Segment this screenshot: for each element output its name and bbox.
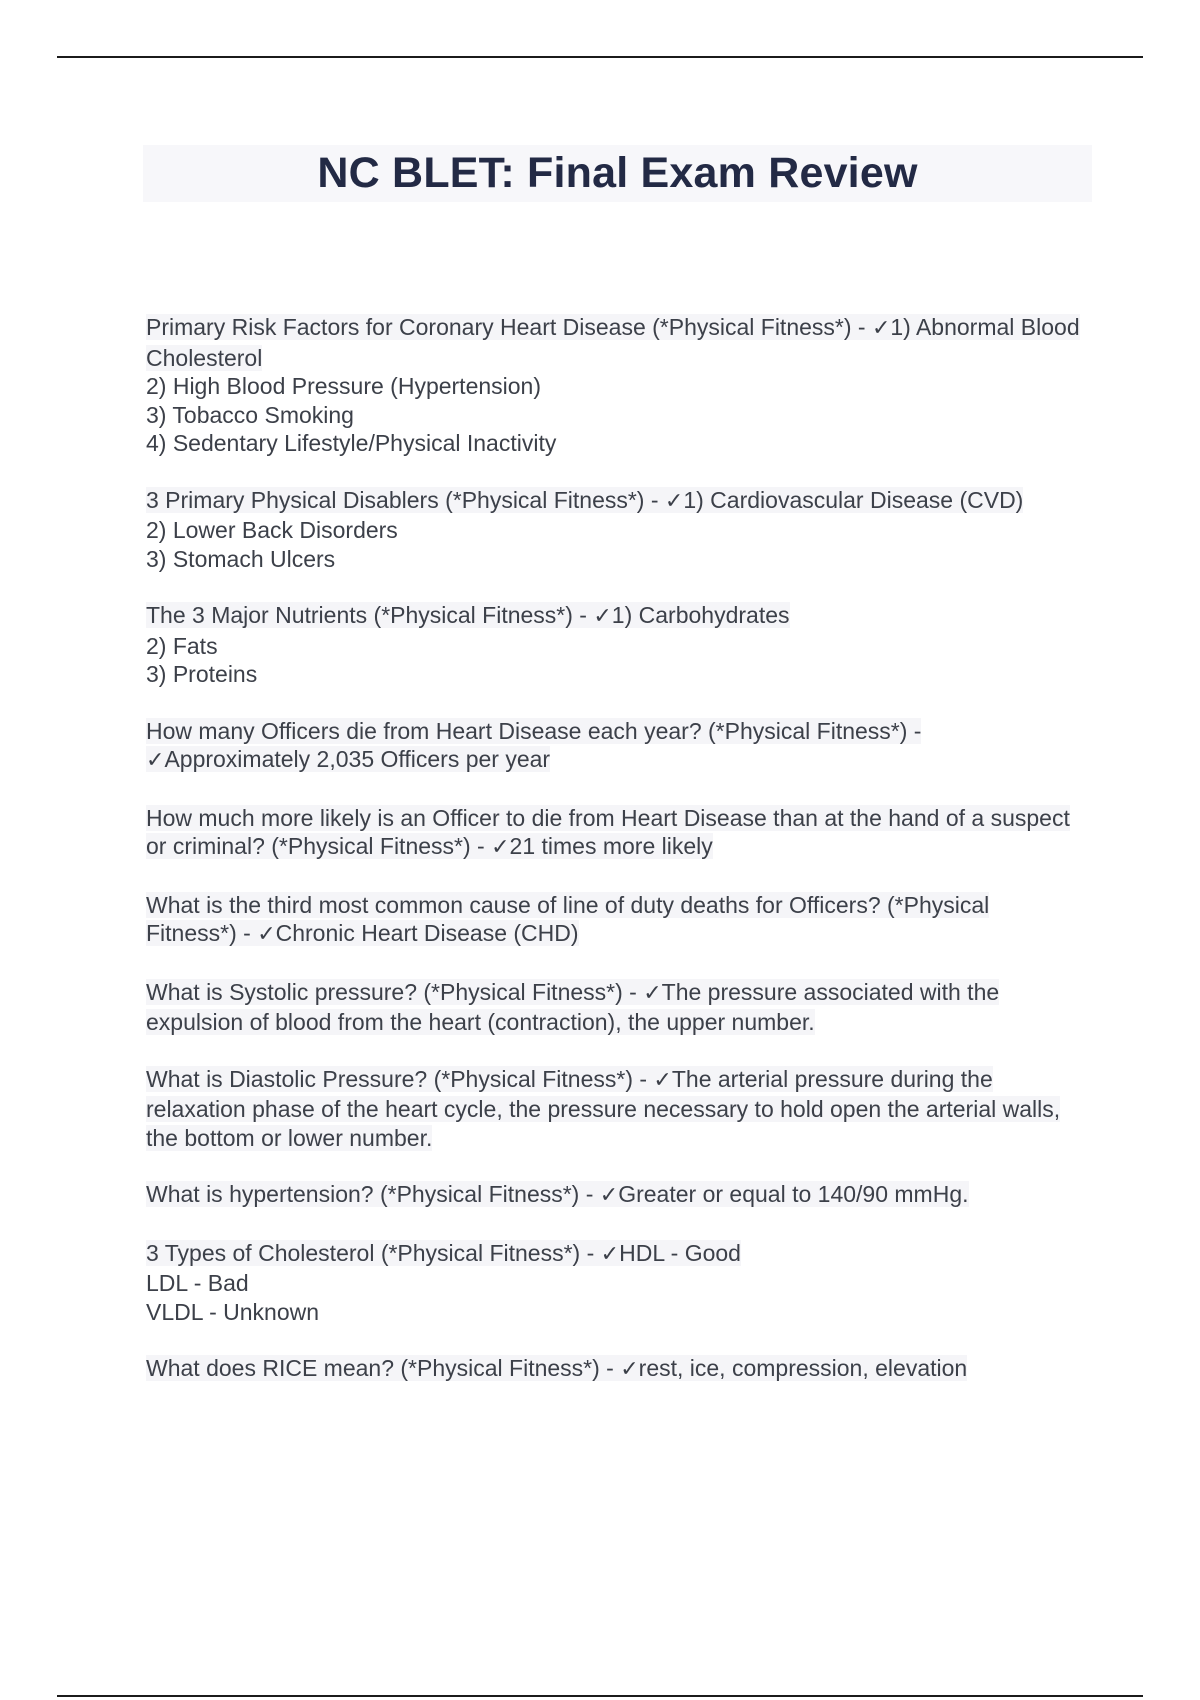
question-text: How many Officers die from Heart Disease each year? (*Physical Fitness*) -: [146, 717, 922, 744]
top-rule: [57, 56, 1143, 58]
answer-text: Approximately 2,035 Officers per year: [164, 746, 551, 772]
qa-item: [146, 1065, 1086, 1153]
qa-item: [146, 1239, 1086, 1327]
qa-item: [146, 486, 1086, 574]
check-icon: ✓: [599, 1183, 619, 1208]
qa-first-line: [146, 1239, 1086, 1270]
check-icon: ✓: [146, 748, 165, 773]
question-text: 3 Types of Cholesterol (*Physical Fitness*) -: [146, 1239, 601, 1266]
check-icon: ✓: [600, 1241, 620, 1267]
question-text: What does RICE mean? (*Physical Fitness*) -: [146, 1355, 621, 1381]
answer-text: HDL - Good: [619, 1239, 741, 1266]
qa-first-line: [146, 313, 1086, 372]
qa-list: [146, 313, 1086, 1413]
qa-item: [146, 313, 1086, 458]
qa-item: [146, 1354, 1086, 1385]
answer-text: rest, ice, compression, elevation: [638, 1355, 968, 1381]
question-text: Primary Risk Factors for Coronary Heart Disease (*Physical Fitness*) -: [146, 314, 872, 340]
check-icon: ✓: [643, 980, 662, 1006]
answer-text: The arterial pressure during the relaxation phase of the heart cycle, the pressure necessary to hold open the arterial walls, the bottom or lower number.: [146, 1065, 1061, 1151]
question-text: What is Diastolic Pressure? (*Physical Fitness*) -: [146, 1065, 654, 1092]
check-icon: ✓: [620, 1357, 639, 1382]
answer-text: Greater or equal to 140/90 mmHg.: [618, 1181, 969, 1207]
question-text: What is the third most common cause of line of duty deaths for Officers? (*Physical Fitness*) -: [146, 891, 990, 946]
qa-first-line: [146, 601, 1086, 632]
answer-line: 3) Tobacco Smoking: [146, 401, 354, 428]
answer-line: 3) Proteins: [146, 661, 258, 687]
qa-item: [146, 891, 1086, 950]
check-icon: ✓: [593, 604, 612, 629]
answer-text: 1) Cardiovascular Disease (CVD): [683, 486, 1024, 513]
qa-first-line: [146, 486, 1086, 517]
qa-item: [146, 717, 1086, 776]
answer-line: LDL - Bad: [146, 1270, 249, 1296]
bottom-rule: [57, 1695, 1143, 1697]
question-text: How much more likely is an Officer to die from Heart Disease than at the hand of a suspect or criminal? (*Physical Fitness*) -: [146, 804, 1070, 859]
answer-line: VLDL - Unknown: [146, 1298, 320, 1325]
qa-item: [146, 978, 1086, 1037]
question-text: What is Systolic pressure? (*Physical Fitness*) -: [146, 978, 644, 1005]
check-icon: ✓: [664, 488, 684, 514]
question-text: What is hypertension? (*Physical Fitness*) -: [146, 1181, 600, 1207]
answer-line: 2) Fats: [146, 632, 218, 659]
answer-text: 1) Abnormal Blood Cholesterol: [146, 314, 1080, 371]
qa-item: [146, 804, 1086, 863]
answer-line: 2) Lower Back Disorders: [146, 517, 398, 543]
answer-text: 1) Carbohydrates: [611, 602, 790, 628]
answer-line: 2) High Blood Pressure (Hypertension): [146, 373, 542, 399]
answer-text: 21 times more likely: [509, 833, 713, 859]
check-icon: ✓: [257, 922, 276, 947]
answer-text: Chronic Heart Disease (CHD): [275, 920, 579, 946]
page-title: NC BLET: Final Exam Review: [317, 149, 918, 197]
answer-line: 4) Sedentary Lifestyle/Physical Inactivity: [146, 430, 557, 456]
qa-item: [146, 601, 1086, 689]
check-icon: ✓: [491, 835, 510, 860]
check-icon: ✓: [871, 316, 891, 341]
answer-line: 3) Stomach Ulcers: [146, 545, 336, 572]
qa-item: [146, 1180, 1086, 1211]
title-band: [143, 145, 1092, 202]
check-icon: ✓: [653, 1067, 672, 1093]
answer-text: The pressure associated with the expulsion of blood from the heart (contraction), the upper number.: [146, 978, 1000, 1035]
question-text: 3 Primary Physical Disablers (*Physical Fitness*) -: [146, 486, 665, 513]
question-text: The 3 Major Nutrients (*Physical Fitness*) -: [146, 602, 594, 628]
